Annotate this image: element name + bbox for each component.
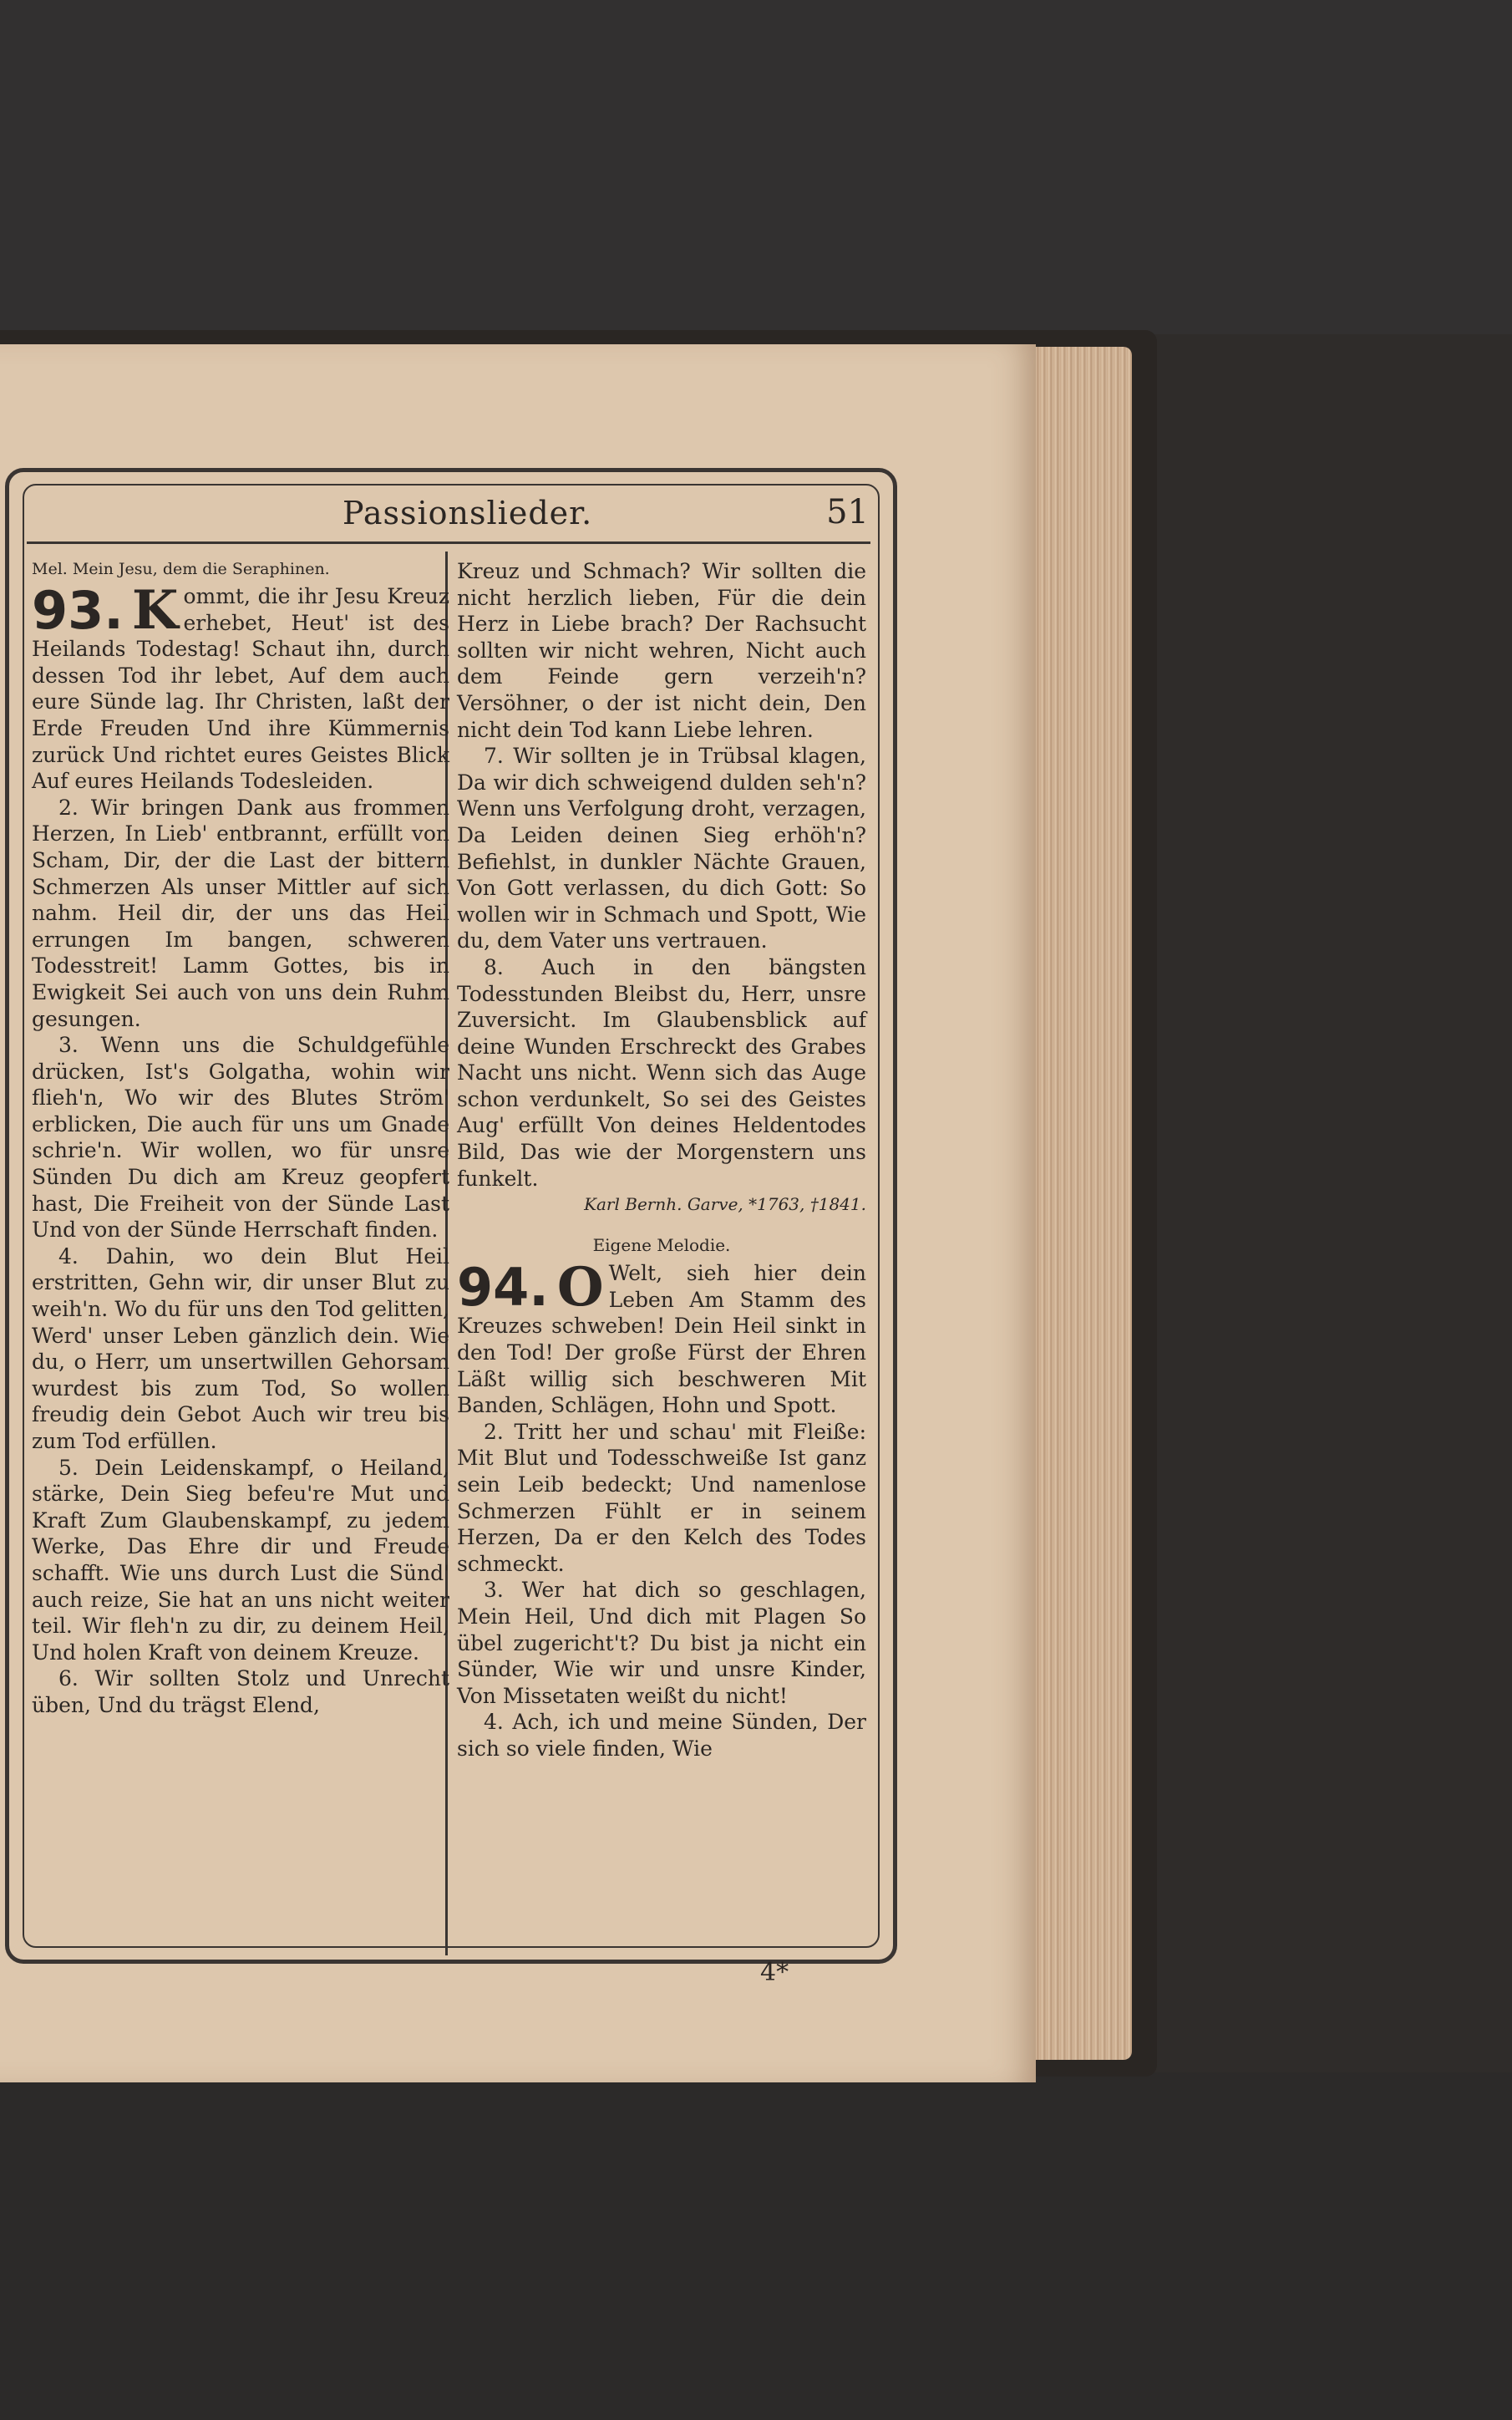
running-head: Passionslieder. <box>342 495 593 531</box>
hymn-94-verse-3: 3. Wer hat dich so geschlagen, Mein Heil, Und dich mit Plagen So übel zugericht't? Du bist ja nicht ein Sünder, Wie wir und unsre Kinder, Von Missetaten weißt du nicht! <box>457 1578 866 1708</box>
verse-text: Welt, sieh hier dein Leben Am Stamm des Kreuzes schweben! Dein Heil sinkt in den Tod! Der große Fürst der Ehren Läßt willig sich beschweren Mit Banden, Schlägen, Hohn und Spott. <box>457 1261 866 1418</box>
page-header <box>25 476 869 543</box>
hymn-number: 93. <box>32 580 124 641</box>
right-column <box>457 558 866 1762</box>
melody-line: Eigene Melodie. <box>592 1235 731 1256</box>
hymn-94-verse-2: 2. Tritt her und schau' mit Fleiße: Mit Blut und Todesschweiße Ist ganz sein Leib bedeckt; Und namenlose Schmerzen Fühlt er in seinem Herzen, Da er den Kelch des Todes schmeckt. <box>457 1419 866 1576</box>
author-credit: Karl Bernh. Garve, *1763, †1841. <box>584 1194 866 1215</box>
header-rule <box>27 541 870 544</box>
hymn-93-verse-6-continued: Kreuz und Schmach? Wir sollten die nicht herzlich lieben, Für die dein Herz in Liebe brach? Der Rachsucht sollten wir nicht wehren, Nicht auch dem Feinde gern verzeih'n? Versöhner, o der ist nicht dein, Den nicht dein Tod kann Liebe lehren. <box>457 559 866 742</box>
left-column <box>32 558 449 1719</box>
hymn-93-verse-4: 4. Dahin, wo dein Blut Heil erstritten, Gehn wir, dir unser Blut zu weih'n. Wo du für uns den Tod gelitten, Werd' unser Leben gänzlich dein. Wie du, o Herr, um unsertwillen Gehorsam wurdest bis zum Tod, So wollen freudig dein Gebot Auch wir treu bis zum Tod erfüllen. <box>32 1243 449 1453</box>
background-top <box>0 0 1512 334</box>
hymn-93-verse-6: 6. Wir sollten Stolz und Unrecht üben, Und du trägst Elend, <box>32 1666 449 1717</box>
signature-mark: 4* <box>760 1958 789 1987</box>
hymn-93-verse-8: 8. Auch in den bängsten Todesstunden Bleibst du, Herr, unsre Zuversicht. Im Glaubensblick auf deine Wunden Erschreckt des Grabes Nacht uns nicht. Wenn sich das Auge schon verdunkelt, So sei des Geistes Aug' erfüllt Von deines Heldentodes Bild, Das wie der Morgenstern uns funkelt. <box>457 954 866 1191</box>
drop-cap: O <box>556 1256 604 1319</box>
verse-text: ommt, die ihr Jesu Kreuz erhebet, Heut' ist des Heilands Todestag! Schaut ihn, durch dessen Tod ihr lebet, Auf dem auch eure Sünde lag. Ihr Christen, laßt der Erde Freuden Und ihre Kümmernis zurück Und richtet eures Geistes Blick Auf eures Heilands Todesleiden. <box>32 584 449 794</box>
melody-line: Mel. Mein Jesu, dem die Seraphinen. <box>32 560 330 578</box>
drop-cap: K <box>131 579 179 642</box>
hymn-93-verse-5: 5. Dein Leidenskampf, o Heiland, stärke, Dein Sieg befeu're Mut und Kraft Zum Glaubenskampf, zu jedem Werke, Das Ehre dir und Freude schafft. Wie uns durch Lust die Sünd' auch reize, Sie hat an uns nicht weiter teil. Wir fleh'n zu dir, zu deinem Heil, Und holen Kraft von deinem Kreuze. <box>32 1455 449 1665</box>
hymn-94-verse-4: 4. Ach, ich und meine Sünden, Der sich so viele finden, Wie <box>457 1710 866 1761</box>
hymn-93-verse-3: 3. Wenn uns die Schuldgefühle drücken, Ist's Golgatha, wohin wir flieh'n, Wo wir des Blutes Ström' erblicken, Die auch für uns um Gnade schrie'n. Wir wollen, wo für unsre Sünden Du dich am Kreuz geopfert hast, Die Freiheit von der Sünde Last Und von der Sünde Herrschaft finden. <box>32 1033 449 1243</box>
hymn-93-verse-2: 2. Wir bringen Dank aus frommen Herzen, In Lieb' entbrannt, erfüllt von Scham, Dir, der die Last der bittern Schmerzen Als unser Mittler auf sich nahm. Heil dir, der uns das Heil errungen Im bangen, schweren Todesstreit! Lamm Gottes, bis in Ewigkeit Sei auch von uns dein Ruhm gesungen. <box>32 795 449 1031</box>
hymn-93-verse-1 <box>32 579 449 795</box>
page-number: 51 <box>826 493 869 531</box>
hymn-93-verse-7: 7. Wir sollten je in Trübsal klagen, Da wir dich schweigend dulden seh'n? Wenn uns Verfolgung droht, verzagen, Da Leiden deinen Sieg erhöh'n? Befiehlst, in dunkler Nächte Grauen, Von Gott verlassen, du dich Gott: So wollen wir in Schmach und Spott, Wie du, dem Vater uns vertrauen. <box>457 744 866 953</box>
hymn-94-verse-1 <box>457 1256 866 1419</box>
hymn-number: 94. <box>457 1257 549 1319</box>
background-bottom <box>0 2072 1512 2420</box>
